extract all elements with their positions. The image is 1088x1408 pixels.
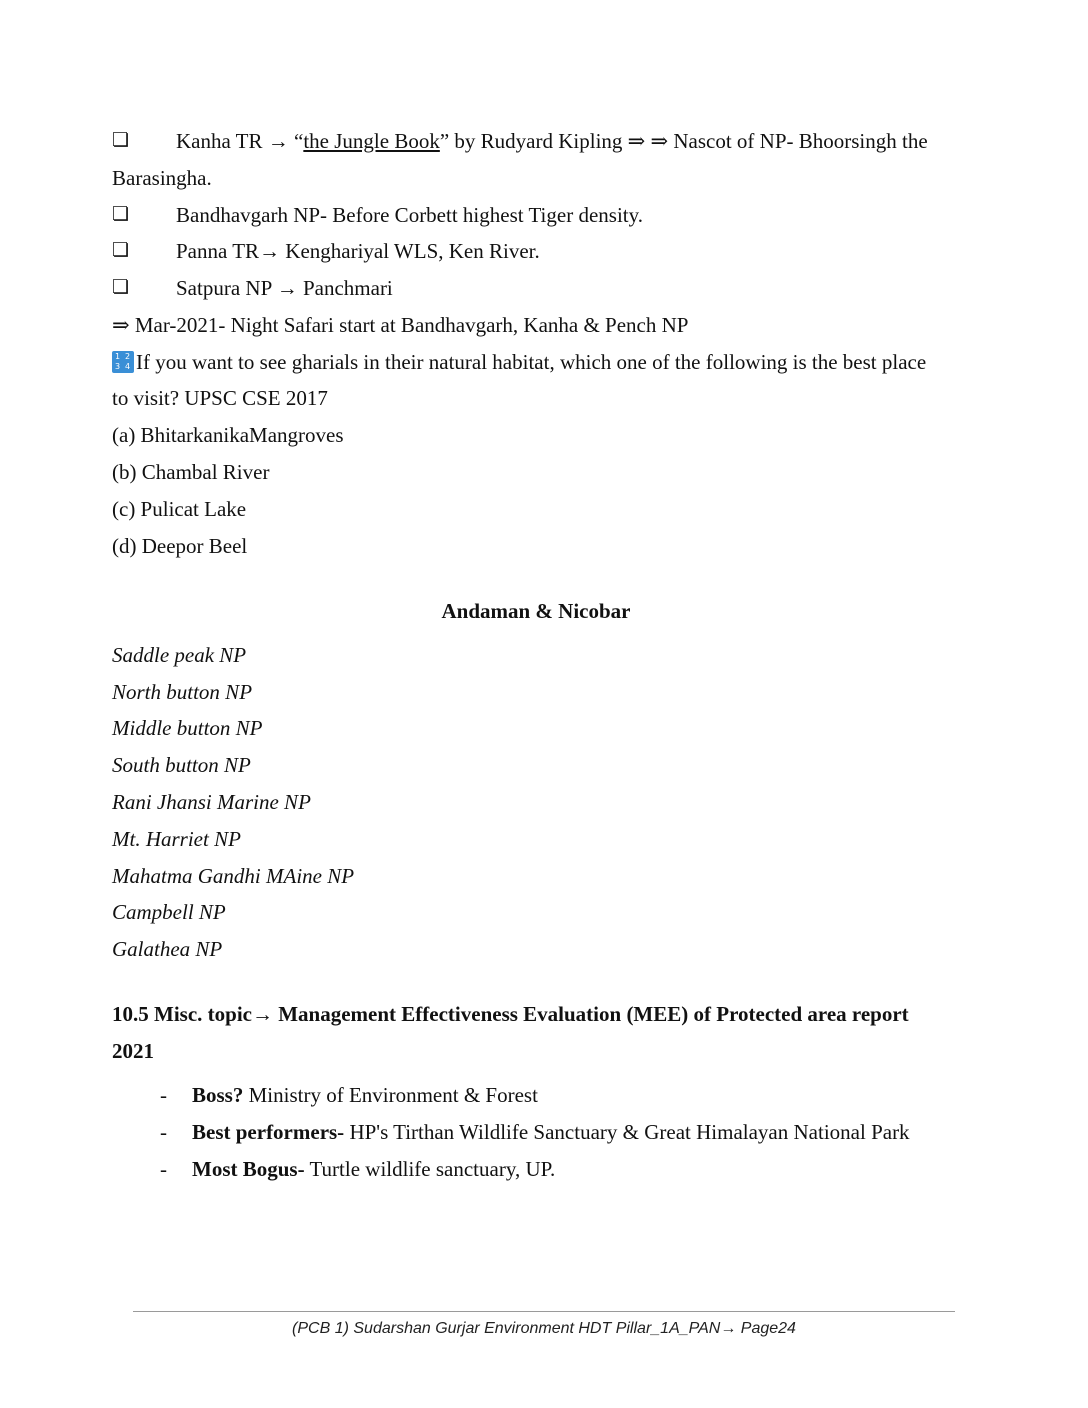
item-text: Turtle wildlife sanctuary, UP. (304, 1157, 556, 1181)
item-label: Best performers- (192, 1120, 345, 1144)
bullet-kanha-suffix: ” by Rudyard Kipling ⇒ ⇒ Nascot of NP- Bhoorsingh the (439, 129, 928, 153)
park-item: Middle button NP (112, 716, 263, 740)
item-text: Ministry of Environment & Forest (243, 1083, 538, 1107)
question-option-a: (a) BhitarkanikaMangroves (112, 423, 344, 447)
section-title-line-1: 10.5 Misc. topic→ Management Effectiveness Evaluation (MEE) of Protected area report (112, 1002, 909, 1026)
section-item-best-performers (192, 1119, 910, 1145)
park-item: Rani Jhansi Marine NP (112, 790, 311, 814)
bullet-glyph: ❏ (112, 204, 130, 225)
page-footer: (PCB 1) Sudarshan Gurjar Environment HDT Pillar_1A_PAN→ Page24 (292, 1320, 796, 1337)
section-title-line-2: 2021 (112, 1039, 154, 1063)
footer-divider (133, 1311, 955, 1312)
dash-marker: - (160, 1083, 167, 1107)
question-option-b: (b) Chambal River (112, 460, 270, 484)
item-label: Most Bogus- (192, 1157, 305, 1181)
bullet-item-satpura: Satpura NP → Panchmari (176, 276, 393, 300)
bullet-glyph: ❏ (112, 130, 130, 151)
dash-marker: - (160, 1120, 167, 1144)
park-item: Galathea NP (112, 937, 223, 961)
park-item: Mt. Harriet NP (112, 827, 241, 851)
park-item: South button NP (112, 753, 251, 777)
bullet-item-bandhavgarh: Bandhavgarh NP- Before Corbett highest Tiger density. (176, 203, 643, 227)
park-item: North button NP (112, 680, 253, 704)
question-text-1: If you want to see gharials in their natural habitat, which one of the following is the best place (136, 350, 927, 374)
bullet-glyph: ❏ (112, 240, 130, 261)
bullet-item-panna: Panna TR→ Kenghariyal WLS, Ken River. (176, 239, 540, 263)
question-option-c: (c) Pulicat Lake (112, 497, 247, 521)
bullet-kanha-continuation: Barasingha. (112, 166, 212, 190)
bullet-glyph: ❏ (112, 277, 130, 298)
numbers-icon: 1 2 3 4 (112, 351, 134, 373)
park-item: Campbell NP (112, 900, 226, 924)
question-option-d: (d) Deepor Beel (112, 534, 248, 558)
item-label: Boss? (192, 1083, 244, 1107)
andaman-heading: Andaman & Nicobar (441, 599, 631, 623)
question-line-1 (112, 349, 926, 375)
bullet-kanha-prefix: Kanha TR → “ (176, 129, 304, 153)
jungle-book-link[interactable]: the Jungle Book (303, 129, 440, 153)
question-line-2: to visit? UPSC CSE 2017 (112, 386, 328, 410)
dash-marker: - (160, 1157, 167, 1181)
night-safari-note: ⇒ Mar-2021- Night Safari start at Bandhavgarh, Kanha & Pench NP (112, 313, 689, 337)
park-item: Saddle peak NP (112, 643, 247, 667)
park-item: Mahatma Gandhi MAine NP (112, 864, 355, 888)
section-item-boss (192, 1082, 538, 1108)
bullet-item-kanha (176, 128, 928, 154)
item-text: HP's Tirthan Wildlife Sanctuary & Great Himalayan National Park (344, 1120, 910, 1144)
section-item-most-bogus (192, 1156, 555, 1182)
